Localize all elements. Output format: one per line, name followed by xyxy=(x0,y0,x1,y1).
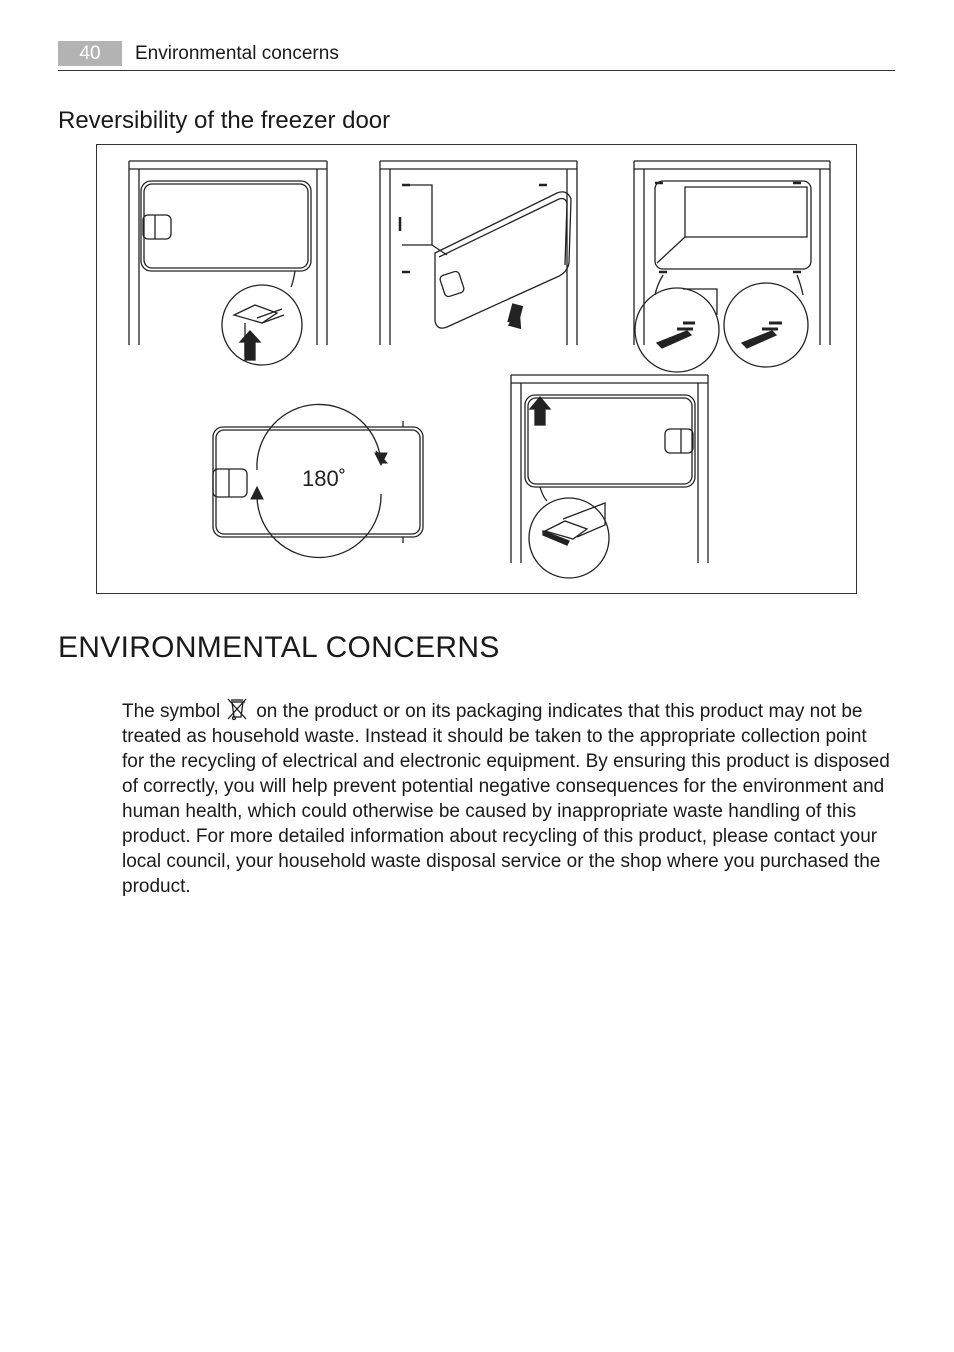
header-title: Environmental concerns xyxy=(135,43,339,64)
environmental-text xyxy=(122,697,894,899)
step-2-lift-door-off xyxy=(380,161,577,345)
header-rule xyxy=(58,70,895,71)
step-5-refit-door xyxy=(511,375,708,578)
section-heading: Reversibility of the freezer door xyxy=(58,107,391,134)
step-3-move-hinges xyxy=(634,161,830,372)
environmental-heading: ENVIRONMENTAL CONCERNS xyxy=(58,631,500,664)
door-reversal-illustration xyxy=(96,144,857,594)
rotation-label: 180˚ xyxy=(302,466,347,491)
crossed-out-wheelie-bin-icon xyxy=(224,697,250,721)
step-1-remove-lower-hinge xyxy=(129,161,327,365)
page-number: 40 xyxy=(58,41,122,66)
text-before-symbol: The symbol xyxy=(122,701,221,722)
text-after-symbol: on the product or on its packaging indicates that this product may not be treated as household waste. Instead it should be taken to the appropriate collection point for the recycling of electrical and electronic equipment. By ensuring this product is disposed of correctly, you will help prevent potential negative consequences for the environment and human health, which could otherwise be caused by inappropriate waste handling of this product. For more detailed information about recycling of this product, please contact your local council, your household waste disposal service or the shop where you purchased the product. xyxy=(122,701,890,897)
